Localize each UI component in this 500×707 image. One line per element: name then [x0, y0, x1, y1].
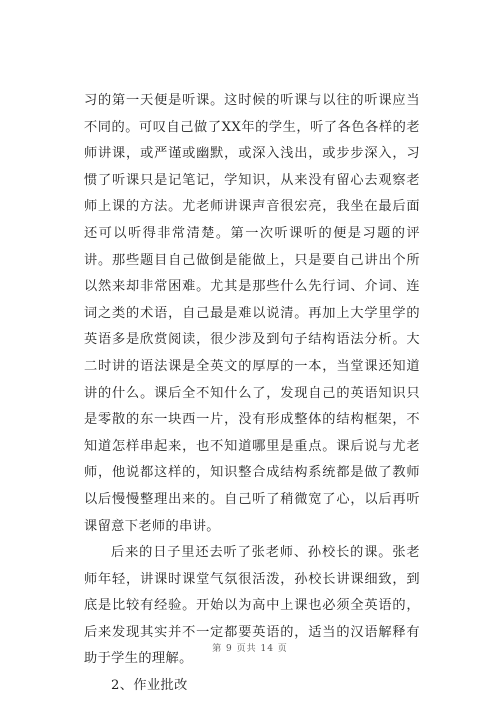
section-heading: 2、作业批改 — [111, 678, 188, 694]
body-paragraph-2: 后来的日子里还去听了张老师、孙校长的课。张老师年轻，讲课时课堂气氛很活泼，孙校长讲课细致，到底是比较有经验。开始以为高中上课也必须全英语的，后来发现其实并不一定都要英语的，适当的汉语解释有助于学生的理解。 — [84, 545, 420, 667]
page-number-footer: 第 9 页共 14 页 — [212, 644, 288, 654]
document-body — [84, 88, 420, 700]
body-paragraph-1: 习的第一天便是听课。这时候的听课与以往的听课应当不同的。可叹自己做了XX年的学生，听了各色各样的老师讲课，或严谨或幽默，或深入浅出，或步步深入，习惯了听课只是记笔记，学知识，从来没有留心去观察老师上课的方法。尤老师讲课声音很宏亮，我坐在最后面还可以听得非常清楚。第一次听课听的便是习题的评讲。那些题目自己做倒是能做上，只是要自己讲出个所以然来却非常困难。尤其是那些什么先行词、介词、连词之类的术语，自己最是难以说清。再加上大学里学的英语多是欣赏阅读，很少涉及到句子结构语法分析。大二时讲的语法课是全英文的厚厚的一本，当堂课还知道讲的什么。课后全不知什么了，发现自己的英语知识只是零散的东一块西一片，没有形成整体的结构框架，不知道怎样串起来，也不知道哪里是重点。课后说与尤老师，他说都这样的，知识整合成结构系统都是做了教师以后慢慢整理出来的。自己听了稍微宽了心，以后再听课留意下老师的串讲。 — [84, 93, 420, 534]
